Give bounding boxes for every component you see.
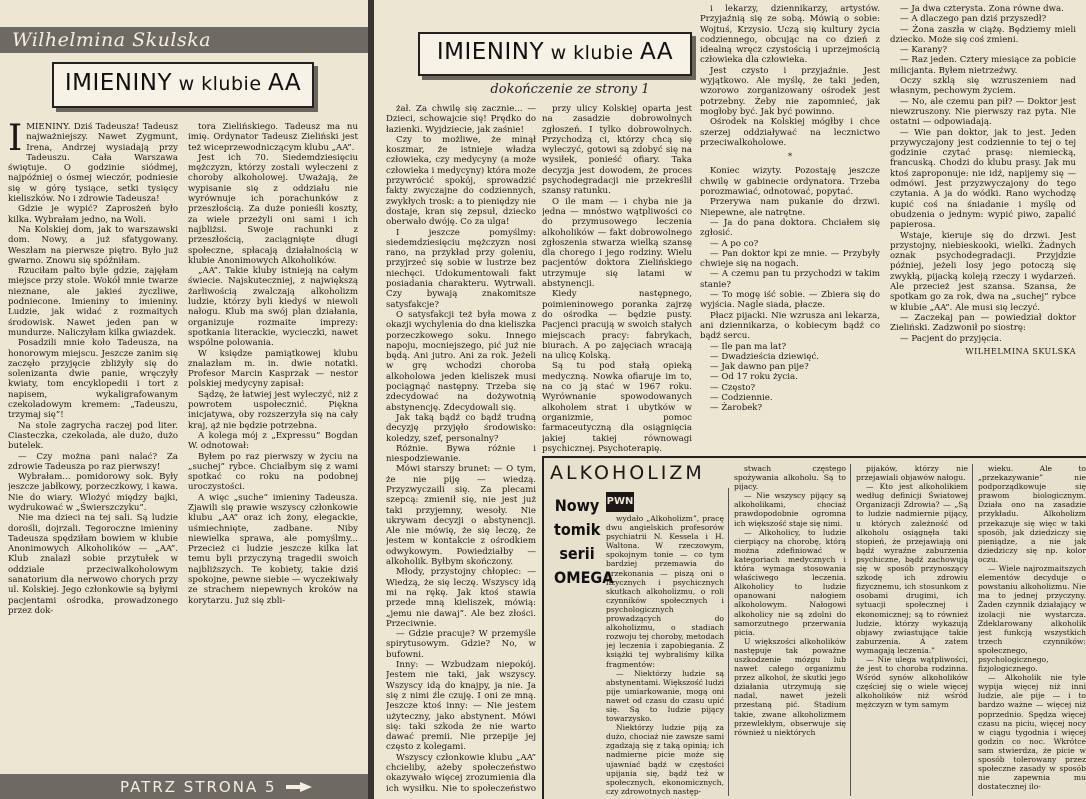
paragraph: — No, ale czemu pan pił? — Doktor jest niewzruszony. Nie pierwszy raz pyta. Nie ostatni — odpowiadają. bbox=[890, 96, 1076, 128]
paragraph: — Wiele najrozmaitszych elementów decyduje o powstaniu alkoholizmu. Nie ma to jednej przyczyny. Żaden czynnik działający w izolacji nie wystarcza. Zdeklarowany alkoholik jest funkcją wszystkich trzech czynników: społecznego, psychologicznego, fizjologicznego. bbox=[978, 564, 1086, 674]
paragraph: O satysfakcji też była mowa z okazji wychylenia do dna kieliszka porzeczkowego soku. Innego napoju, mocniejszego, pić już nie będą. Ani jutro. Ani za rok. Jeżeli w grę wchodzi choroba alkoholowa jeden kieliszek musi pociągnąć następny. Trzeba się zdecydować na dożywotnią abstynencję. Zdecydowali się. bbox=[386, 309, 536, 413]
paragraph: — To mogę iść sobie. — Zbiera się do wyjścia. Nagle siada, płacze. bbox=[700, 290, 880, 311]
paragraph: Płacz pijacki. Nie wzrusza ani lekarza, ani dziennikarza, o kobiecym bądź co bądź sercu. bbox=[700, 310, 880, 342]
paragraph: Wybrałam... pomidorowy sok. Były jeszcze jabłkowy, porzeczkowy, i kawa. Nie do wiary. Wlożyć między bajki, wydrukować w „Świerszczyku”. bbox=[8, 472, 178, 513]
article-title-right: IMIENINY w klubie AA bbox=[436, 39, 674, 65]
paragraph: pijaków, którzy nie przejawiali objawów nałogu. bbox=[856, 464, 968, 483]
left-article-column-1 bbox=[8, 122, 178, 768]
paragraph: O ile mam — i chyba nie ja jedna — mnóstwo wątpliwości co do przymusowego leczenia alkoholików — fakt dobrowolnego zgłoszenia stwarza wielką szansę dla chorego i jego rodziny. Wielu pacjentów doktora Zielińskiego utrzymuje się latami w abstynencji. bbox=[542, 196, 692, 290]
paragraph: I jeszcze pomyślmy: siedemdziesięciu mężczyzn nosi rano, na przykład przy goleniu, przyjrzeć się sobie w lustrze bez niechęci. Udokumentowali fakt posiadania charakteru. Wytrwali. Czy bywają znakomitsze satysfakcje? bbox=[386, 227, 536, 310]
paragraph: Nie ma dzieci na tej sali. Są ludzie dorośli, dojrzali. Tegoroczne imieniny Tadeusza spędziłam bowiem w klubie Anonimowych Alkoholików — „AA”. Klub znalazł sobie przytułek w oddziale przeciwalkoholowym sanatorium dla nerwowo chorych przy ul. Kolskiej. Jego członkowie są byłymi pacjentami ośrodka, prowadzonego przez dok- bbox=[8, 513, 178, 616]
box-side-line: tomik bbox=[554, 520, 601, 539]
paragraph: A więc „suche” imieniny Tadeusza. Zjawili się prawie wszyscy członkowie klubu „AA” oraz ich żony, elegackie, uśmiechnięte, zadbane. Niby niewielka sprawa, ale pomyślmy... Przecież ci ludzie jeszcze kilka lat temu byli przyczyną tragedii swoich najbliższych. Te kobiety, takie dziś spokojne, pewne siebie — wyczekiwały ze strachem niepewnych kroków na korytarzu. Już się zbli- bbox=[188, 492, 358, 606]
paragraph: Młody, przystojny chłopiec: — Wiedzą, że się leczę. Wszyscy idą mi na rękę. Jak ktoś stawia przede mną kieliszek, mówią: „jemu nie dawaj”. Ale bez złości. Przeciwnie. bbox=[386, 567, 536, 629]
paragraph: Jest czysto i przyjaźnie. Jest wyjątkowo. Ale myślę, że taki jeden, wzorowo zorganizowany ośrodek jest potrzebny. Żeby nie zapomnieć, jak mogłoby być. Jak być powinno. bbox=[700, 65, 880, 117]
paragraph: Oczy szklą się wzruszeniem nad własnym, pechowym życiem. bbox=[890, 76, 1076, 97]
right-article-column-3 bbox=[700, 4, 880, 452]
continued-bar bbox=[0, 774, 368, 799]
author-banner bbox=[0, 27, 368, 53]
paragraph: — Od 17 roku życia. bbox=[710, 372, 798, 383]
left-article-column-2 bbox=[188, 122, 358, 768]
paragraph: — Pan doktor kpi ze mnie. — Przybyły chwieje się na nogach. bbox=[700, 248, 880, 270]
paragraph: — A dlaczego pan dziś przyszedł? bbox=[900, 14, 1047, 25]
paragraph: — Żona zaszła w ciążę. Będziemy mieli dziecko. Może się coś zmieni. bbox=[890, 24, 1076, 45]
paragraph: Ośrodek na Kolskiej mógłby i chce szerzej oddziaływać na lecznictwo przeciwalkoholowe. bbox=[700, 117, 880, 148]
paragraph: Różnie. Bywa różnie i niespodziewanie. bbox=[386, 443, 536, 465]
paragraph: Czy to możliwe, że minął koszmar, że istnieje władza człowieka, czy medycyny (a może człowieka i medycyny) która może przywrócić spokój, sprowadzić fakty zwyczajne do codziennych, zwykłych trosk: a to pieniędzy nie dostaje, kran się zepsuł, dziecko oberwało dwóję. Co za ulga! bbox=[386, 134, 536, 228]
right-article-column-4 bbox=[890, 4, 1076, 452]
box-divider-2 bbox=[850, 464, 851, 796]
author-signature: WILHELMINA SKULSKA bbox=[965, 346, 1076, 356]
paragraph: Gdzie je wypić? Zaprosżeń było kilka. Wybrałam jedno, na Woli. bbox=[8, 204, 178, 225]
paragraph: U większości alkoholików następuje tak poważne uszkodzenie mózgu lub nawet całego organizmu przez alkohol, że skutki jego działania utrzymują się nadal, nawet jeżeli przestaną pić. Stadium takie, zwane alkoholizmem przewlekłym, obserwuje się również u niektórych bbox=[734, 636, 846, 737]
box-side-line: serii bbox=[559, 544, 595, 563]
paragraph: — Pacjent do przyjęcia. bbox=[900, 333, 1002, 344]
paragraph: Wszyscy członkowie klubu „AA” chcieliby, ażeby społeczeństwo okazywało więcej zrozumienia dla ich wysiłku. Nie to społeczeństwo bbox=[386, 752, 536, 794]
paragraph: wydało „Alkoholizm”, pracę dwu angielskich profesorów psychiatrii N. Kessela i H. Waltona. W rzeczowym, spokojnym tonie — co tym bardziej przemawia do przekonania — piszą oni o fizycznych i psychicznych skutkach alkoholizmu, o roli czynników społecznych i psychologicznych prowadzących do alkoholizmu, o stadiach rozwoju tej choroby, metodach jej leczenia i zapobiegania. Z książki tej wybraliśmy kilka fragmentów: bbox=[606, 514, 724, 669]
paragraph: — Gdzie pracuje? W przemyśle spirytusowym. Gdzie? No, w bufowni. bbox=[386, 629, 536, 660]
section-asterisk: * bbox=[787, 152, 793, 163]
book-review-box bbox=[542, 456, 1086, 799]
paragraph: Kiedy następnego, poimieninowego poranka zajrzę do ośrodka — będzie pusty. Pacjenci pracują w swoich stałych miejscach pracy: fabrykach, biurach. A po zajęciach wracają na ulicę Kolską. bbox=[542, 289, 692, 362]
paragraph: Posadzili mnie koło Tadeusza, na honorowym miejscu. Jeszcze zanim się zaczęło przyjęcie zbliżyły się do solenizanta dwie panie, wręczyły kwiaty, tom encyklopedii i tort z napisem, wykaligrafowanym czekoladowym kremem: „Tadeuszu, trzymaj się”! bbox=[8, 338, 178, 421]
paragraph: — Ja dwa czterysta. Żona równe dwa. bbox=[900, 4, 1064, 14]
paragraph: — Wie pan doktor, jak to jest. Jeden przywyczajony jest codziennie to tej o tej godzinie czytać prasę: niemiecką, francuską. Chodzi do klubu prasy. Jak mu ktoś zaproponuje: nie idź, napijemy się — odmówi. Jest przyzwyczajony do tego czytania. A ja do wódki. Rano wychodzę kupić coś na śniadanie i myślę od obudzenia o jednym: wypić piwo, zapalić papierosa. bbox=[890, 127, 1076, 231]
paragraph: — Alkoholicy, to ludzie cierpiący na chorobę, którą można zdefiniować w kategoriach medycznych i która wymaga stosowania właściwego leczenia. Alkoholicy to ludzie opanowani nałogiem alkoholowym. Nałogowi alkoholicy nie są zdolni do samorzutnego przerwania picia. bbox=[734, 527, 846, 637]
paragraph: Wstaje, kieruje się do drzwi. Jest przystojny, niebieskooki, wielki. Żadnych oznak psychodegradacji. Przyjdzie później, jeżeli losy jego potoczą się zwykłą, pijacką koleją rzeczy i wydarzeń. Ale przecież jest szansa. Szansa, że spotkam go za rok, dwa na „suchej” rybce w klubie „AA”. Ale musi się leczyć. bbox=[890, 230, 1076, 313]
paragraph: — A czemu pan tu przychodzi w takim stanie? bbox=[700, 269, 880, 290]
paragraph: — Zaczekaj pan — powiedział doktor Zieliński. Zadzwonił po siostrę: bbox=[890, 312, 1076, 334]
paragraph: — Ja do pana doktora. Chciałem się zgłosić. bbox=[700, 217, 880, 239]
drop-cap: I bbox=[8, 122, 23, 159]
paragraph: — Codziennie. bbox=[710, 392, 773, 403]
pwn-logo: PWN bbox=[606, 492, 634, 512]
paragraph: Są tu pod stałą opieką medyczną. Nowka ofiaruje im to, na co ją stać w 1967 roku. Wyrównanie spowodowanych alkoholem strat i ubytków w organizmie, pomoc farmaceutyczną dla osiągnięcia jakiej takiej równowagi psychicznej. Psychoterapię. bbox=[542, 361, 692, 454]
paragraph: Mówi starszy brunet: — O tym, że nie piję — wiedzą. Przyzwyczaili się. Za plecami szepcą: zmienił się, nie jest już taki przyjemny, wesoły. Nie ukrywam decyzji o abstynencji. Ale nie mówię, że się leczę, że jestem w kontakcie z ośrodkiem odwykowym. Powiedziałby — alkoholik. Byłbym skończony. bbox=[386, 464, 536, 568]
left-newspaper-page bbox=[0, 0, 368, 799]
paragraph: Na Kolskiej dom, jak to warszawski dom. Nowy, a już sfatygowany. Weszłam na pierwsze piętro. Było już gwarno. Znowu się spóźniłam. bbox=[8, 224, 178, 266]
right-article-column-1 bbox=[386, 104, 536, 794]
box-side-line: Nowy bbox=[554, 496, 600, 515]
right-article-column-2 bbox=[542, 104, 692, 454]
paragraph: W księdze pamiątkowej klubu znalazłam m. in. dwie notatki. Profesor Marcin Kasprzak — nestor polskiej medycyny zapisał: bbox=[188, 348, 358, 390]
paragraph: — A po co? bbox=[710, 238, 759, 249]
paragraph: przy ulicy Kolskiej oparta jest na zasadzie dobrowolnych zgłoszeń. I tylko dobrowolnych. Przychodzą ci, którzy chcą się wyleczyć, gotowi są zdobyć się na wysiłek, ponieść ofiary. Taka decyzja jest dowodem, że proces psychodegradacji nie przekreślił szansy ratunku. bbox=[542, 104, 692, 197]
paragraph: — Kto jest alkoholikiem według definicji Światowej Organizacji Zdrowia? — „Są to ludzie nadmiernie pijący, u których zależność od alkoholu osiągnęła taki stopień, że przejawiają oni bądź wyraźne zaburzenia psychiczne, bądź zachowują się w sposób przynoszący szkodę ich zdrowiu fizycznemu, ich stosunkom z osobami drugimi, ich sytuacji społecznej i ekonomicznej; są to również ludzie, którzy wykazują objawy zwiastujące takie zaburzenia. A zatem wymagają leczenia.” bbox=[856, 482, 968, 655]
box-column-1 bbox=[606, 514, 724, 796]
box-title: ALKOHOLIZM bbox=[550, 462, 705, 484]
article-title-left: IMIENINY w klubie AA bbox=[64, 70, 302, 96]
paragraph: „AA”. Takie kluby istnieją na całym świecie. Najskuteczniej, z największą żarliwością zwalczają alkoholizm ludzie, którzy byli kiedyś w niewoli nałogu. Klub ma swój plan działania, organizuje rozmaite imprezy: spotkania literackie, wycieczki, nawet wspólne polowania. bbox=[188, 266, 358, 349]
paragraph: tora Zielińskiego. Tadeusz ma nu imię. Ordynator Tadeusz Zieliński jest też wiceprzewodniczącym klubu „AA”. bbox=[188, 122, 358, 153]
right-newspaper-page bbox=[374, 0, 1086, 799]
paragraph: — Nie wszyscy pijący są alkoholikami, chociaż prawdopodobnie ogromna ich większość staje się nimi. bbox=[734, 491, 846, 528]
paragraph: — Niektórzy ludzie są abstynentami. Większość ludzi pije umiarkowanie, mogą oni nawet od czasu do czasu upić się. Są to ludzie pijący towarzysko. bbox=[606, 668, 724, 724]
paragraph: Sądzę, że łatwiej jest wyleczyć, niż z powrotem uspołecznić. Piękna inicjatywa, oby rozszerzyła się na cały kraj, ąż nie będzie potrzebna. bbox=[188, 389, 358, 431]
paragraph: — Czy można pani nalać? Za zdrowie Tadeusza po raz pierwszy! bbox=[8, 451, 178, 472]
box-divider-3 bbox=[972, 464, 973, 796]
box-side-line: OMEGA bbox=[554, 568, 614, 587]
paragraph: Jak taką bądź co bądź trudną decyzję przyjęło środowisko: koledzy, szef, personalny? bbox=[386, 412, 536, 444]
paragraph: — Ile pan ma lat? bbox=[710, 341, 787, 352]
paragraph: Niektórzy ludzie piją za dużo, chociaż nie zawsze sami zgadzają się z taką opinią; ich nadmierne picie może się ujawniać bądź w częstości upijania się, bądź też w społecznych, ekonomicznych, czy zdrowotnych następ- bbox=[606, 723, 724, 796]
article-title-box-right bbox=[418, 32, 692, 76]
box-column-3 bbox=[856, 464, 968, 796]
author-name-script: Wilhelmina Skulska bbox=[12, 29, 212, 51]
paragraph: — Dwadzieścia dziewięć. bbox=[710, 351, 819, 362]
paragraph: — Nie ulega wątpliwości, że jest to choroba rodzinna. Wśród synów alkoholików częściej się o wiele więcej alkoholików niż wśród mężczyzn w tym samym bbox=[856, 654, 968, 710]
paragraph: Rzuciłam palto byle gdzie, zajęłam miejsce przy stole. Wokół mnie twarze nieznane, ale jakieś życzliwe, podniecone. Imieniny to imieniny. Ludzie, jak widać z rozmaitych środowisk. Nawet jeden pan w mundurze. Naliczyłam kilka gwiazdek. bbox=[8, 266, 178, 338]
paragraph: — Karany? bbox=[900, 45, 948, 56]
paragraph: Byłem po raz pierwszy w życiu na „suchej” rybce. Chciałbym się z wami spotkać co roku na podobnej uroczystości. bbox=[188, 451, 358, 493]
paragraph: — Żarobek? bbox=[710, 403, 763, 414]
paragraph: stwach częstego spożywania alkoholu. Są to pijacy. bbox=[734, 464, 846, 492]
continuation-subhead: dokończenie ze strony 1 bbox=[490, 82, 650, 97]
paragraph: i lekarzy, dziennikarzy, artystów. Przyjaźnią się ze sobą. Mówią o sobie: Wojtuś, Krzysio. Uczą się kultury życia codziennego, obcując na co dzień z idealną wręcz czystością i uprzejmością człowieka dla człowieka. bbox=[700, 4, 880, 66]
box-column-4 bbox=[978, 464, 1086, 796]
paragraph: — Często? bbox=[710, 382, 756, 393]
paragraph: wieku. Ale to „przekazywanie” nie podporządkowuje się prawom biologicznym. Działa ono na zasadzie przykładu. Alkoholizm przekazuje się więc w taki sposób, jak dziedziczy się pieniądze, a nie jak dziedziczy się np. kolor oczu. bbox=[978, 464, 1086, 564]
arrow-right-icon bbox=[300, 782, 312, 792]
paragraph: — Alkoholik nie tyle wypija więcej niż inni ludzie, ale pije — i to bardzo ważne — więcej niż poprzednio. Spędza więcej czasu na piciu, więcej nocy w ciągu tygodnia i więcej godzin co noc. Wkrótce sam stwierdza, że picie w sposób tolerowany przez społeczne zasady w sposób nie zapewnia mu dostatecznej ilo- bbox=[978, 673, 1086, 792]
paragraph: Przerywa nam pukanie do drzwi. Niepewne, ale natrętne. bbox=[700, 197, 880, 218]
paragraph: Koniec wizyty. Pozostaję jeszcze chwilę w gabinecie ordynatora. Trzeba porozmawiać, odnotować, popytać. bbox=[700, 166, 880, 198]
box-column-2 bbox=[734, 464, 846, 796]
article-title-box-left bbox=[52, 62, 314, 108]
box-side-heading bbox=[554, 494, 614, 590]
paragraph: — Raz jeden. Cztery miesiące za pobicie milicjanta. Byłem nietrzeźwy. bbox=[890, 55, 1076, 76]
box-divider-1 bbox=[728, 488, 729, 796]
paragraph: A kolega mój z „Expressu” Bogdan W. odnotował: bbox=[188, 430, 358, 452]
paragraph: IMIENINY. Dziś Tadeusza! Tadeusz najważniejszy. Nawet Zygmunt, Irena, Andrzej wysiadają przy Tadeuszu. Cała Warszawa świętuje. O godzinie siódmej, najpóźniej o ósmej wieczór, podniesie się w górę tysiące, setki tysięcy kieliszków. No i zdrowie Tadeusza! bbox=[8, 122, 178, 205]
continued-label: PATRZ STRONA 5 bbox=[120, 778, 277, 796]
paragraph: Jest ich 70. Siedemdziesięciu mężczyzn, którzy zostali wyleczeni z choroby alkoholowej. Uważają, że wypisanie się z oddziału nie wyrównuje ich porachunków z przeszłością. Za duże ponieśli koszty, za wiele przeżyli oni sami i ich najbliżsi. Swoje rachunki z przeszłością, zaciągnięte długi społeczne, spłacają działalnością w klubie Anonimowych Alkoholików. bbox=[188, 152, 358, 266]
paragraph: — Jak dawno pan pije? bbox=[710, 362, 809, 373]
paragraph: Na stole zagrycha raczej pod liter. Ciasteczka, czekolada, ale dużo, dużo butelek. bbox=[8, 420, 178, 452]
paragraph: Inny: — Wzbudzam niepokój. Jestem nie taki, jak wszyscy. Wszyscy idą do knajpy, ja nie. Ja się z nimi źle czuję. I oni ze mną. Jeszcze ktoś inny: — Nie jestem użyteczny, jako abstynent. Mówi się: taki szkoda że nie warto dawać premii. Nie przepije jej często z kolegami. bbox=[386, 660, 536, 753]
paragraph: żał. Za chwilę się zacznie... — Dzieci, schowajcie się! Prędko do łazienki. Wyjdziecie, jak zaśnie! bbox=[386, 104, 536, 135]
